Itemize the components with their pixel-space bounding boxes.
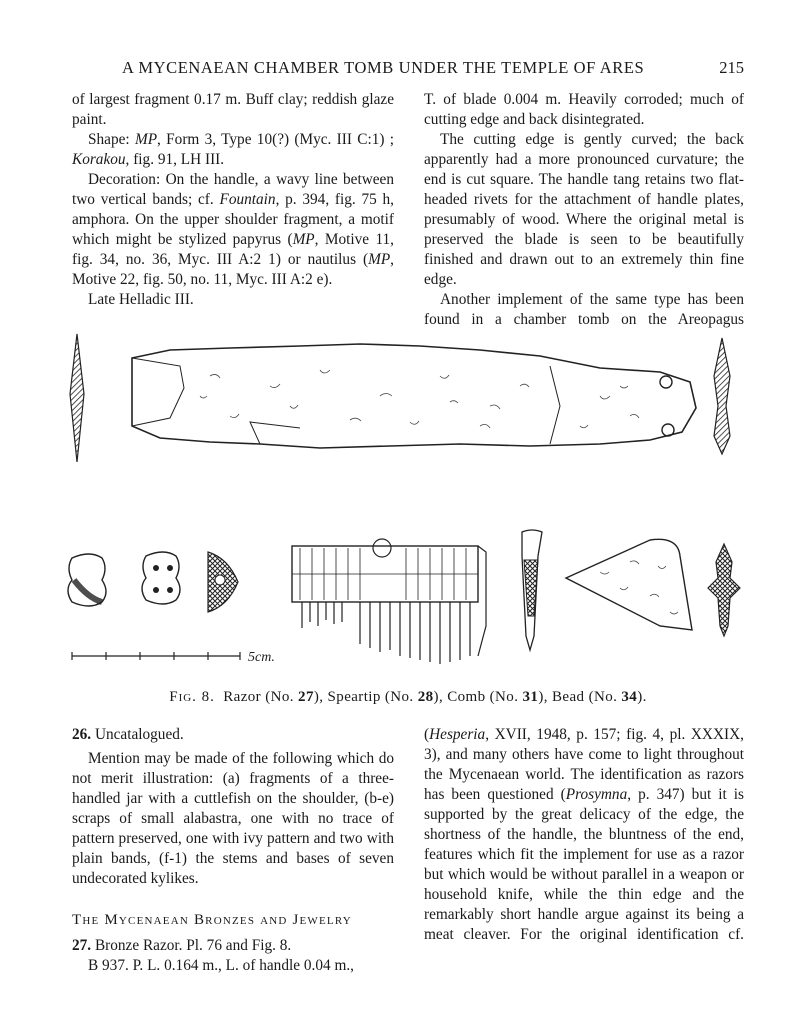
spear-fragment-drawing xyxy=(566,539,692,630)
item-27-dimensions: B 937. P. L. 0.164 m., L. of handle 0.04 m., xyxy=(88,957,354,974)
another-implement-paragraph: Another implement of the same type has been found in a chamber tomb on the Areopagus xyxy=(424,291,744,328)
scale-bar xyxy=(72,652,240,660)
bead-back xyxy=(142,552,180,604)
razor-identification-paragraph: (Hesperia, XVII, 1948, p. 157; fig. 4, pl. XXXIX, 3), and many others have come to light throughout the Mycenaean world. The identification as razors has been questioned (Prosymna, p. 347) but it is supported by the great delicacy of the edge, the shortness of the handle, the bluntness of the end, features which fit the implement for use as a razor but which would be without parallel in a weapon or household knife, while the thin edge and the remarkably short handle argue against its being a meat cleaver. For the original identification cf. xyxy=(424,726,744,943)
figure-8-illustration xyxy=(60,326,750,676)
shape-paragraph: Shape: MP, Form 3, Type 10(?) (Myc. III C:1) ; Korakou, fig. 91, LH III. xyxy=(72,131,394,168)
speartip-profile xyxy=(708,544,740,636)
cutting-edge-paragraph: The cutting edge is gently curved; the back apparently had a more pronounced curvature; the end is cut square. The handle tang retains two flat-headed rivets for the attachment of handle plates, presumably of wood. Where the original metal is preserved the blade is seen to be beautifully finished and drawn out to an extremely thin fine edge. xyxy=(424,131,744,288)
right-column-top xyxy=(424,90,744,330)
razor-blade-drawing xyxy=(132,344,696,448)
left-column-top xyxy=(72,90,394,310)
period-paragraph: Late Helladic III. xyxy=(88,291,194,308)
razor-profile-left xyxy=(70,334,84,462)
mention-paragraph: Mention may be made of the following which do not merit illustration: (a) fragments of a three-handled jar with a cuttlefish on the shoulder, (b-e) scraps of small alabastra, one with no trace of pattern preserved, one with ivy pattern and two with plain bands, (f-1) the stems and bases of seven undecorated kylikes. xyxy=(72,750,394,887)
decoration-paragraph: Decoration: On the handle, a wavy line between two vertical bands; cf. Fountain, p. 394, fig. 75 h, amphora. On the upper shoulder fragment, a motif which might be stylized papyrus (MP, Motive 11, fig. 34, no. 36, Myc. III A:2 1) or nautilus (MP, Motive 22, fig. 50, no. 11, Myc. III A:2 e). xyxy=(72,171,395,288)
razor-profile-right xyxy=(714,338,730,454)
scale-label: 5cm. xyxy=(248,650,275,665)
speartip-drawing xyxy=(522,530,542,650)
comb-drawing xyxy=(292,539,486,664)
figure-caption: Fig. 8. Razor (No. 27), Speartip (No. 28), Comb (No. 31), Bead (No. 34). xyxy=(169,689,647,705)
item-27: 27. Bronze Razor. Pl. 76 and Fig. 8. xyxy=(72,937,292,954)
item-26: 26. Uncatalogued. xyxy=(72,726,184,743)
section-heading: The Mycenaean Bronzes and Jewelry xyxy=(72,912,352,928)
page-header xyxy=(72,58,744,82)
left-column-bottom xyxy=(72,725,394,976)
running-title: A MYCENAEAN CHAMBER TOMB UNDER THE TEMPLE OF ARES xyxy=(122,58,645,77)
right-column-bottom xyxy=(424,725,744,945)
blade-paragraph: T. of blade 0.004 m. Heavily corroded; much of cutting edge and back disintegrated. xyxy=(424,91,744,128)
measurement-paragraph: of largest fragment 0.17 m. Buff clay; reddish glaze paint. xyxy=(72,91,394,128)
page-number: 215 xyxy=(719,58,744,77)
bead-front xyxy=(68,554,106,606)
